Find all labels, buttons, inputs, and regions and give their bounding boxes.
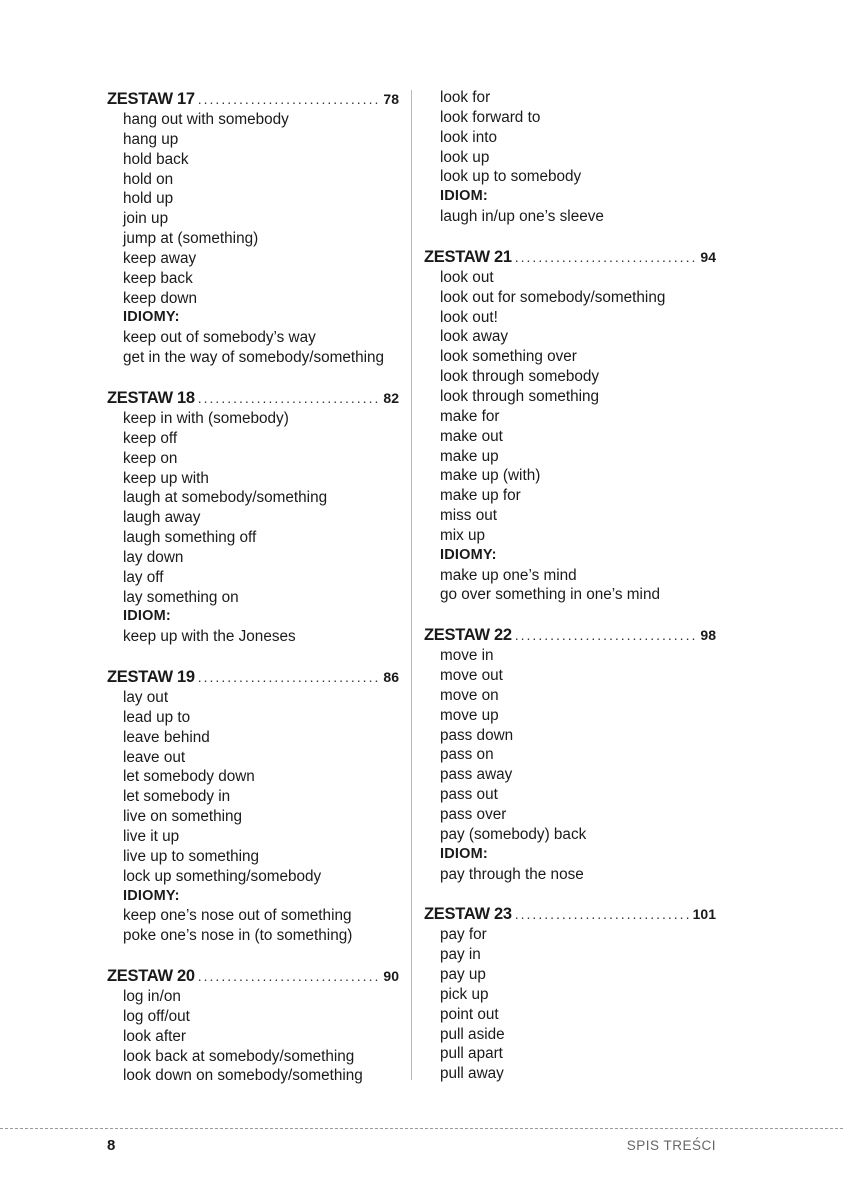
left-column xyxy=(107,88,399,1105)
dot-leader xyxy=(515,624,698,646)
section-page-number: 78 xyxy=(383,91,399,107)
section-title: ZESTAW 21 xyxy=(424,247,512,266)
phrasal-verb-item: look for xyxy=(440,89,491,106)
phrasal-verb-item: poke one’s nose in (to something) xyxy=(123,927,353,945)
phrasal-verb-item: make up one’s mind xyxy=(440,566,577,584)
phrasal-verb-item: keep in with (somebody) xyxy=(123,409,289,427)
phrasal-verb-item: look up to somebody xyxy=(440,168,582,186)
section-item-list xyxy=(424,646,716,884)
phrasal-verb-item: pull apart xyxy=(440,1045,503,1063)
idiom-heading: IDIOM: xyxy=(440,845,488,862)
phrasal-verb-item: keep back xyxy=(123,269,193,287)
section-title: ZESTAW 20 xyxy=(107,967,195,986)
phrasal-verb-item: lay something on xyxy=(123,588,239,606)
phrasal-verb-item: pay (somebody) back xyxy=(440,825,587,843)
phrasal-verb-item: let somebody in xyxy=(123,788,231,806)
idiom-heading: IDIOMY: xyxy=(440,546,497,563)
phrasal-verb-item: log in/on xyxy=(123,988,181,1006)
phrasal-verb-item: hold on xyxy=(123,170,174,188)
section-heading[interactable] xyxy=(107,666,399,688)
phrasal-verb-item: look out! xyxy=(440,308,498,326)
section-heading[interactable] xyxy=(107,965,399,987)
section-item-list xyxy=(107,409,399,647)
phrasal-verb-item: look down on somebody/something xyxy=(123,1067,363,1085)
phrasal-verb-item: move on xyxy=(440,686,499,704)
section-page-number: 94 xyxy=(700,248,716,265)
phrasal-verb-item: keep down xyxy=(123,289,197,307)
phrasal-verb-item: look something over xyxy=(440,348,577,366)
phrasal-verb-item: go over something in one’s mind xyxy=(440,586,660,604)
phrasal-verb-item: look forward to xyxy=(440,108,541,126)
phrasal-verb-item: keep away xyxy=(123,249,197,267)
phrasal-verb-item: laugh in/up one’s sleeve xyxy=(440,208,604,226)
dot-leader xyxy=(515,903,690,925)
section-item-list xyxy=(107,987,399,1086)
dot-leader xyxy=(198,387,381,409)
phrasal-verb-item: live up to something xyxy=(123,847,260,865)
section-page-number: 101 xyxy=(692,906,716,923)
section-zestaw xyxy=(424,903,716,1084)
section-zestaw xyxy=(424,246,716,605)
idiom-heading: IDIOM: xyxy=(123,608,171,625)
section-heading[interactable] xyxy=(424,903,716,925)
phrasal-verb-item: miss out xyxy=(440,507,497,525)
phrasal-verb-item: pass on xyxy=(440,746,494,764)
phrasal-verb-item: live on something xyxy=(123,808,243,826)
page-number: 8 xyxy=(107,1137,116,1154)
phrasal-verb-item: pull away xyxy=(440,1065,504,1083)
phrasal-verb-item: look after xyxy=(123,1027,186,1045)
phrasal-verb-item: lay out xyxy=(123,689,169,707)
phrasal-verb-item: let somebody down xyxy=(123,768,255,786)
section-zestaw xyxy=(424,624,716,884)
phrasal-verb-item: hang out with somebody xyxy=(123,111,289,128)
phrasal-verb-item: laugh away xyxy=(123,509,201,527)
phrasal-verb-item: move in xyxy=(440,647,494,665)
phrasal-verb-item: pay in xyxy=(440,946,481,964)
continued-list xyxy=(424,88,716,227)
phrasal-verb-item: look through something xyxy=(440,387,600,405)
section-item-list xyxy=(107,688,399,946)
section-title: ZESTAW 19 xyxy=(107,668,195,687)
idiom-heading: IDIOMY: xyxy=(123,887,180,904)
section-heading[interactable] xyxy=(107,88,399,110)
phrasal-verb-item: look through somebody xyxy=(440,368,600,386)
section-item-list xyxy=(107,110,399,368)
section-title: ZESTAW 17 xyxy=(107,90,195,108)
phrasal-verb-item: pass down xyxy=(440,726,514,744)
phrasal-verb-item: keep off xyxy=(123,429,178,447)
phrasal-verb-item: log off/out xyxy=(123,1007,190,1025)
phrasal-verb-item: look into xyxy=(440,128,497,146)
phrasal-verb-item: move up xyxy=(440,706,499,724)
phrasal-verb-item: pay through the nose xyxy=(440,865,584,883)
phrasal-verb-item: pay up xyxy=(440,966,486,984)
footer-title: SPIS TREŚCI xyxy=(626,1138,716,1153)
phrasal-verb-item: make out xyxy=(440,427,503,445)
section-zestaw xyxy=(107,387,399,647)
phrasal-verb-item: move out xyxy=(440,667,503,685)
section-zestaw xyxy=(107,666,399,946)
phrasal-verb-item: pass over xyxy=(440,806,507,823)
section-title: ZESTAW 23 xyxy=(424,905,512,924)
phrasal-verb-item: pull aside xyxy=(440,1025,505,1043)
section-title: ZESTAW 22 xyxy=(424,626,512,645)
footer-divider xyxy=(0,1128,843,1129)
phrasal-verb-item: point out xyxy=(440,1005,499,1023)
phrasal-verb-item: hold back xyxy=(123,150,189,168)
dot-leader xyxy=(198,666,381,688)
section-heading[interactable] xyxy=(107,387,399,409)
phrasal-verb-item: pay for xyxy=(440,926,487,944)
phrasal-verb-item: keep on xyxy=(123,449,178,467)
section-zestaw xyxy=(107,965,399,1086)
section-page-number: 90 xyxy=(383,968,399,985)
phrasal-verb-item: keep up with the Joneses xyxy=(123,628,296,646)
section-page-number: 98 xyxy=(700,627,716,644)
phrasal-verb-item: make up (with) xyxy=(440,467,541,485)
column-divider xyxy=(411,90,412,1080)
phrasal-verb-item: mix up xyxy=(440,526,486,544)
phrasal-verb-item: make up for xyxy=(440,487,521,505)
section-item-list xyxy=(424,268,716,605)
phrasal-verb-item: hang up xyxy=(123,130,179,148)
section-page-number: 86 xyxy=(383,669,399,686)
dot-leader xyxy=(515,246,698,268)
section-page-number: 82 xyxy=(383,389,399,406)
phrasal-verb-item: lay down xyxy=(123,548,184,566)
phrasal-verb-item: pass away xyxy=(440,766,513,784)
phrasal-verb-item: jump at (something) xyxy=(123,230,259,248)
phrasal-verb-item: keep one’s nose out of something xyxy=(123,907,352,925)
idiom-heading: IDIOM: xyxy=(440,188,488,205)
phrasal-verb-item: look up xyxy=(440,148,490,166)
phrasal-verb-item: live it up xyxy=(123,828,180,845)
phrasal-verb-item: lead up to xyxy=(123,708,191,726)
idiom-heading: IDIOMY: xyxy=(123,309,180,326)
section-zestaw xyxy=(107,88,399,368)
phrasal-verb-item: get in the way of somebody/something xyxy=(123,349,385,367)
phrasal-verb-item: join up xyxy=(123,210,169,228)
section-item-list xyxy=(424,925,716,1084)
section-heading[interactable] xyxy=(424,624,716,646)
phrasal-verb-item: leave behind xyxy=(123,728,210,746)
phrasal-verb-item: lock up something/somebody xyxy=(123,867,322,885)
phrasal-verb-item: make up xyxy=(440,447,499,465)
phrasal-verb-item: make for xyxy=(440,407,500,425)
section-heading[interactable] xyxy=(424,246,716,268)
phrasal-verb-item: lay off xyxy=(123,568,164,586)
phrasal-verb-item: keep up with xyxy=(123,469,209,487)
phrasal-verb-item: look out for somebody/something xyxy=(440,288,666,306)
dot-leader xyxy=(198,88,381,110)
phrasal-verb-item: laugh at somebody/something xyxy=(123,489,328,507)
phrasal-verb-item: pick up xyxy=(440,985,489,1003)
phrasal-verb-item: look back at somebody/something xyxy=(123,1047,355,1065)
phrasal-verb-item: laugh something off xyxy=(123,529,257,547)
right-column xyxy=(424,88,716,1103)
phrasal-verb-item: hold up xyxy=(123,190,174,208)
dot-leader xyxy=(198,965,381,987)
phrasal-verb-item: pass out xyxy=(440,786,498,804)
section-title: ZESTAW 18 xyxy=(107,388,195,407)
phrasal-verb-item: keep out of somebody’s way xyxy=(123,329,316,347)
phrasal-verb-item: look away xyxy=(440,328,509,346)
phrasal-verb-item: look out xyxy=(440,268,494,286)
phrasal-verb-item: leave out xyxy=(123,748,186,766)
